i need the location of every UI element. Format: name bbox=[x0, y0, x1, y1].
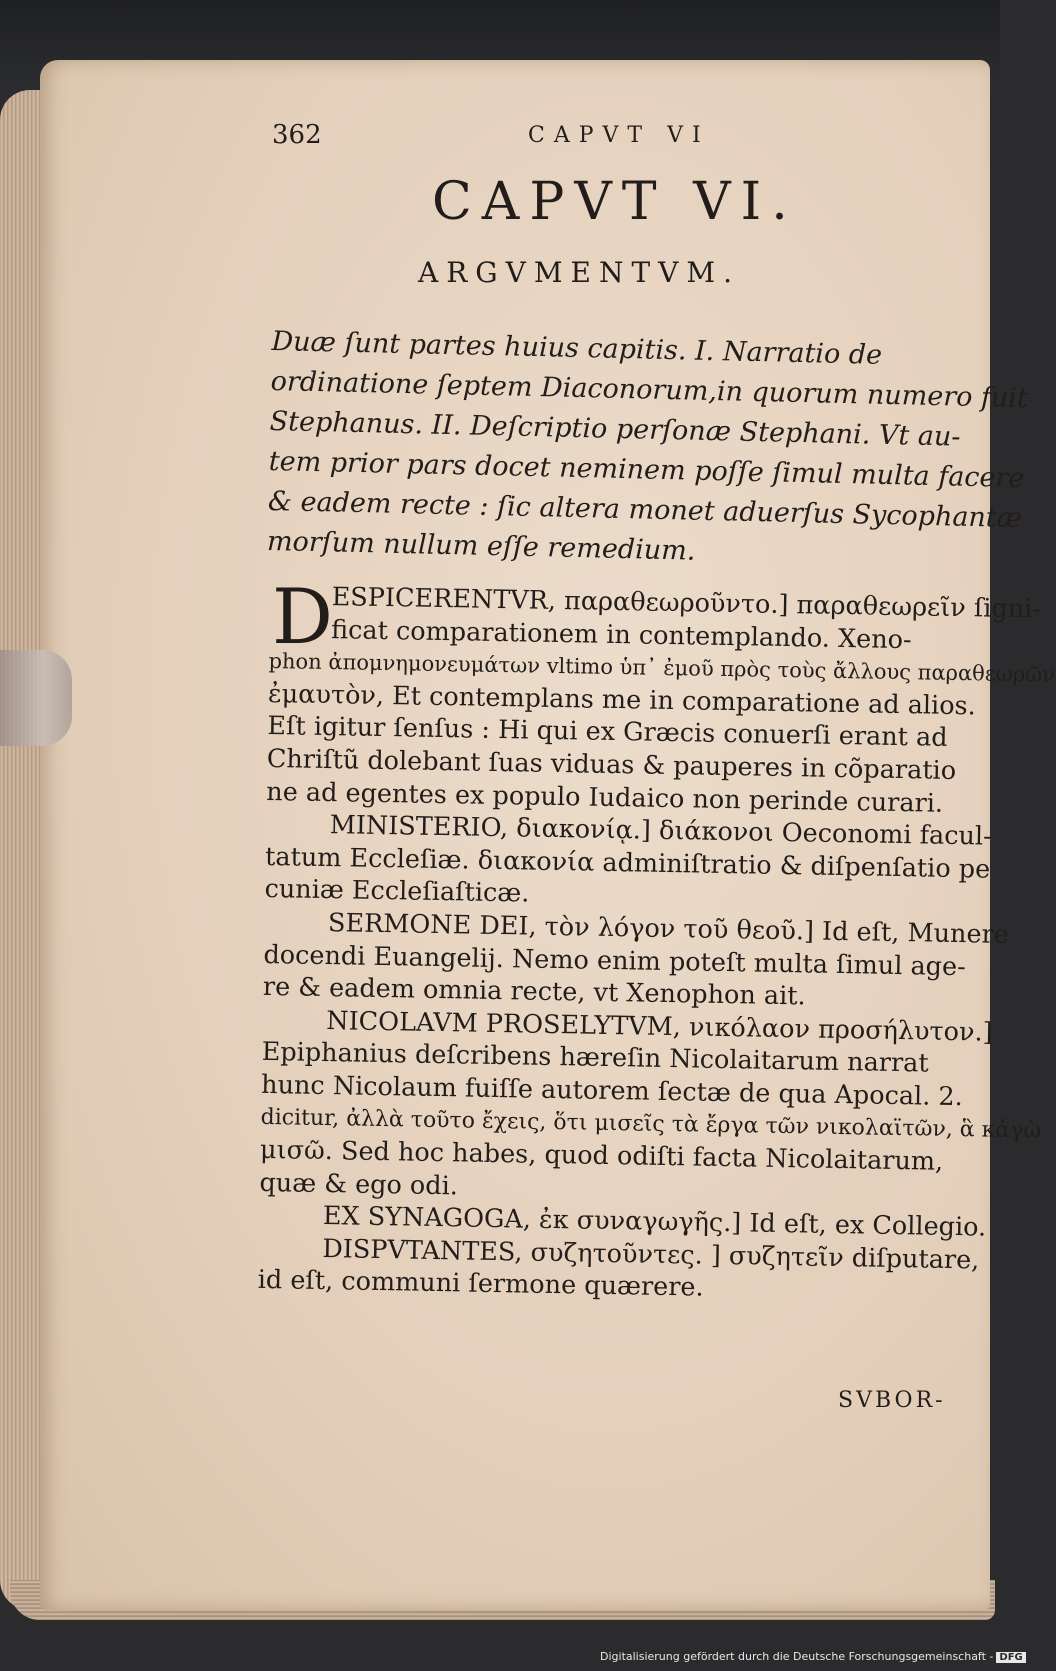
body-line: id eſt, communi ſermone quærere. bbox=[257, 1265, 704, 1304]
digitization-footer bbox=[600, 1650, 1026, 1663]
body-line: ἐμαυτὸν, Et contemplans me in comparatione ad alios. bbox=[267, 678, 977, 722]
body-line: hunc Nicolaum fuiſſe autorem ſectæ de qua Apocal. 2. bbox=[260, 1069, 964, 1113]
body-text bbox=[257, 572, 1056, 1309]
body-line: dicitur, ἀλλὰ τοῦτο ἔχεις, ὅτι μισεῖς τὰ ἔργα τῶν νικολαϊτῶν, ἃ κἀγὼ bbox=[260, 1104, 1042, 1144]
body-line: NICOLAVM PROSELYTVM, νικόλαον προσήλυτον.] bbox=[326, 1005, 993, 1048]
body-line: ne ad egentes ex populo Iudaico non perinde curari. bbox=[266, 776, 944, 819]
body-line: docendi Euangelij. Nemo enim poteſt multa ſimul age- bbox=[263, 939, 966, 982]
argument-line: morſum nullum eſſe remedium. bbox=[266, 525, 696, 567]
body-line: SERMONE DEI, τὸν λόγον τοῦ θεοῦ.] Id eſt, Munere bbox=[327, 908, 1010, 950]
argument-line: tem prior pars docet neminem poſſe ſimul multa facere bbox=[268, 445, 1025, 495]
body-line: Epiphanius deſcribens hæreſin Nicolaitarum narrat bbox=[261, 1037, 929, 1079]
argument-text bbox=[266, 322, 1029, 578]
body-line: quæ & ego odi. bbox=[259, 1167, 459, 1202]
argument-line: ordinatione ſeptem Diaconorum,in quorum numero fuit bbox=[270, 365, 1029, 415]
footer-text: Digitalisierung gefördert durch die Deutsche Forschungsgemeinschaft - bbox=[600, 1650, 994, 1663]
running-head: CAPVT VI bbox=[528, 123, 710, 148]
dfg-logo: DFG bbox=[996, 1652, 1025, 1663]
body-line: MINISTERIO, διακονίᾳ.] διάκονοι Oeconomi facul- bbox=[329, 810, 992, 852]
argument-line: & eadem recte : ſic altera monet aduerſus Sycophantæ bbox=[267, 485, 1023, 535]
argument-line: Stephanus. II. Deſcriptio perſonæ Stephani. Vt au- bbox=[269, 405, 961, 453]
body-line: μισῶ. Sed hoc habes, quod odiſti facta Nicolaitarum, bbox=[259, 1135, 944, 1177]
page-number: 362 bbox=[272, 120, 322, 150]
body-line: ESPICERENTVR, παραθεωροῦντο.] παραθεωρεῖν ſigni- bbox=[331, 582, 1042, 625]
body-line: EX SYNAGOGA, ἐκ συναγωγῆς.] Id eſt, ex Collegio. bbox=[322, 1201, 987, 1243]
argument-heading: ARGVMENTVM. bbox=[418, 256, 740, 289]
body-line: cuniæ Eccleſiaſticæ. bbox=[264, 874, 530, 909]
body-line: Eſt igitur ſenſus : Hi qui ex Græcis conuerſi erant ad bbox=[267, 711, 948, 754]
body-line: ficat comparationem in contemplando. Xeno- bbox=[330, 614, 912, 655]
body-line: DISPVTANTES, συζητοῦντες. ] συζητεῖν diſputare, bbox=[322, 1233, 980, 1276]
argument-line: Duæ ſunt partes huius capitis. I. Narratio de bbox=[271, 325, 883, 371]
catchword: SVBOR- bbox=[838, 1388, 946, 1413]
body-line: phon ἀπομνημονευμάτων vltimo ὑπ᾽ ἐμοῦ πρὸς τοὺς ἄλλους παραθεωρῶν bbox=[268, 649, 1056, 687]
page-clip bbox=[0, 650, 72, 746]
chapter-title: CAPVT VI. bbox=[432, 172, 798, 232]
drop-cap: D bbox=[272, 572, 333, 661]
body-line: re & eadem omnia recte, vt Xenophon ait. bbox=[262, 972, 806, 1012]
body-line: Chriſtũ dolebant ſuas viduas & pauperes in cõparatio bbox=[266, 743, 957, 786]
body-line: tatum Eccleſiæ. διακονία adminiſtratio & diſpenſatio pe bbox=[264, 841, 991, 885]
